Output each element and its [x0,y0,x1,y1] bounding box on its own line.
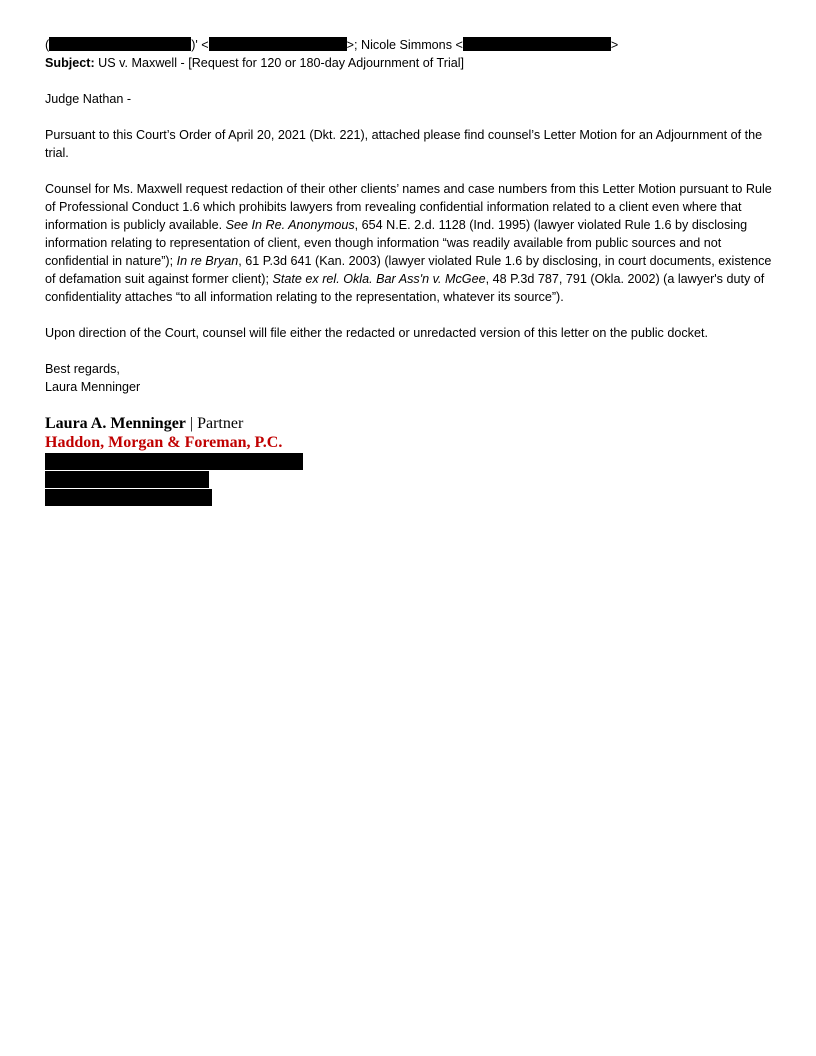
redaction-bar [45,489,212,506]
signature-name-line [45,414,775,433]
paragraph-redaction-text [45,180,775,306]
redaction-bar [49,37,191,51]
paragraph-order-text: Pursuant to this Court’s Order of April 20, 2021 (Dkt. 221), attached please find counsel’s Letter Motion for an Adjournment of the trial. [45,128,763,160]
closing [45,360,775,396]
case-citation: In re Bryan [176,254,239,268]
text-run: , 654 N.E. 2.d. 1128 (Ind. 1995) (lawyer violated Rule 1.6 by disclosing information relating to representation of client, even though information “was readily available from public sources and not confidential in nature”); [45,218,748,268]
salutation [45,90,775,108]
subject-line [45,54,775,72]
signature-title: | Partner [185,415,244,432]
redaction-bar [45,471,209,488]
recipient-separator: )' < [191,38,209,52]
case-citation: State ex rel. Okla. Bar Ass'n v. McGee [272,272,486,286]
paragraph-redaction-request [45,180,775,306]
subject-value: US v. Maxwell - [Request for 120 or 180-day Adjournment of Trial] [94,56,465,70]
paragraph-filing-text: Upon direction of the Court, counsel will file either the redacted or unredacted version of this letter on the public docket. [45,326,708,340]
signature-firm: Haddon, Morgan & Foreman, P.C. [45,434,283,451]
signature-block [45,414,775,506]
closing-text: Best regards, [45,362,120,376]
closing-name: Laura Menninger [45,380,141,394]
subject-label: Subject: [45,56,95,70]
recipient-line [45,36,775,54]
case-citation: See In Re. Anonymous [225,218,355,232]
text-run: , 48 P.3d 787, 791 (Okla. 2002) (a lawyer's duty of confidentiality attaches “to all information relating to the representation, whatever its source”). [45,272,765,304]
text-run: , 61 P.3d 641 (Kan. 2003) (lawyer violated Rule 1.6 by disclosing, in court documents, existence of defamation suit against former client); [45,254,772,286]
redaction-bar [209,37,347,51]
recipient-end: > [610,38,619,52]
email-document [45,36,775,506]
signature-name: Laura A. Menninger [45,415,186,432]
recipient-name-text: >; Nicole Simmons < [346,38,463,52]
redaction-bar [45,453,303,470]
redaction-bar [463,37,611,51]
open-paren: ( [45,38,50,52]
salutation-text: Judge Nathan - [45,92,132,106]
text-run: Counsel for Ms. Maxwell request redaction of their other clients’ names and case numbers from this Letter Motion pursuant to Rule of Professional Conduct 1.6 which prohibits lawyers from revealing confidential information related to a client even where that information is publicly available. [45,182,772,232]
paragraph-order [45,126,775,162]
paragraph-filing [45,324,775,342]
